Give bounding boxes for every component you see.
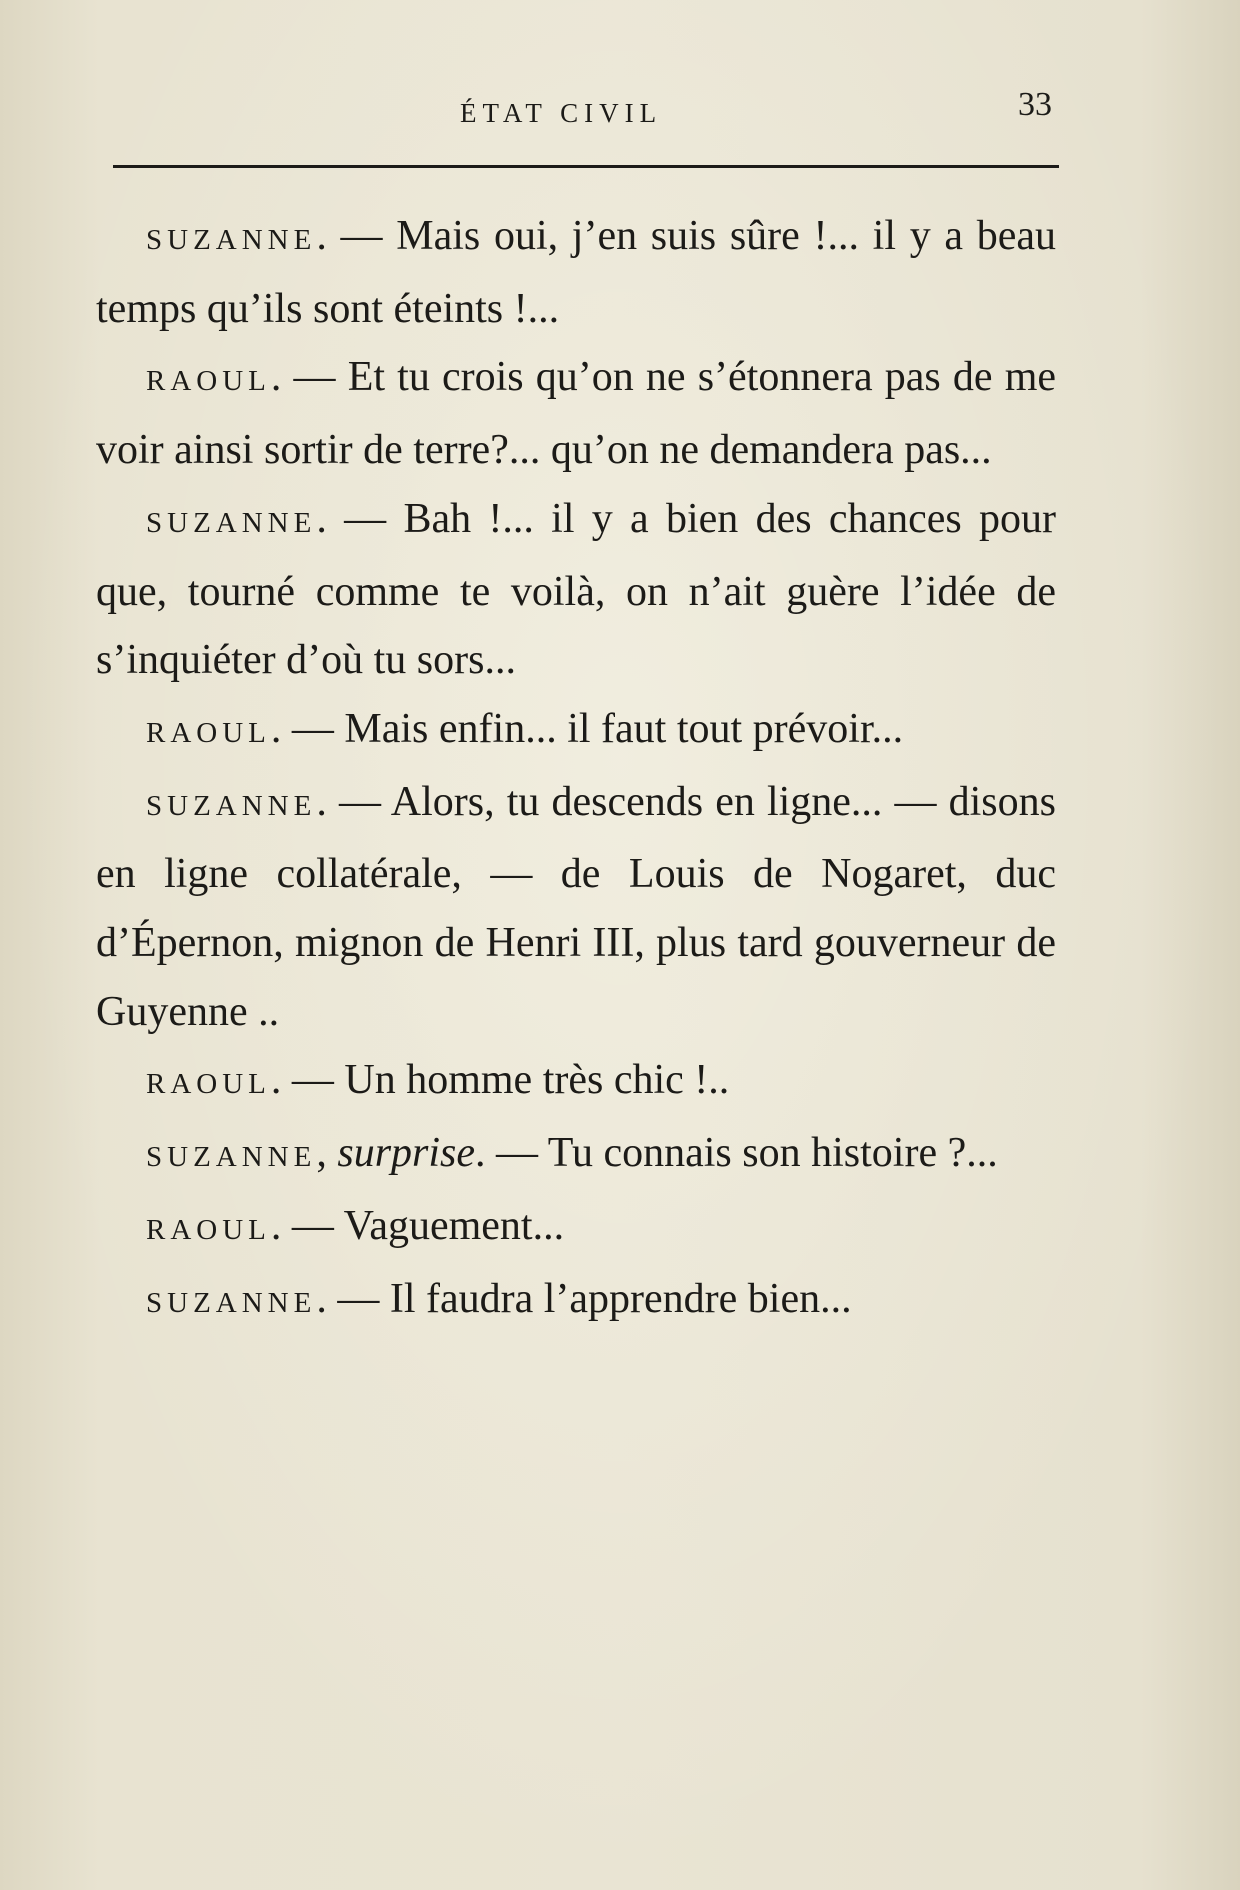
dialogue-text-content: Bah !... il y a bien des chances pour que, tourné comme te voilà, on n’ait guère l’idée de s’inquiéter d’où tu sors... [96, 495, 1057, 684]
dialogue-text-content: Il faudra l’apprendre bien... [389, 1275, 852, 1322]
speaker-name: RAOUL [146, 365, 271, 398]
stage-direction: surprise [337, 1130, 476, 1177]
dialogue-line [96, 343, 1056, 484]
dialogue-line [96, 1265, 1056, 1338]
speaker-name: SUZANNE [146, 224, 317, 256]
dialogue-text-content: Mais oui, j’en suis sûre !... il y a beau temps qu’ils sont éteints !... [96, 213, 1057, 332]
dialogue-line [96, 768, 1056, 1047]
dialogue-separator: . — [270, 1202, 334, 1249]
dialogue-separator: . — [270, 1057, 334, 1104]
dialogue-line [96, 485, 1056, 695]
dialogue-text-content: Un homme très chic !.. [344, 1057, 730, 1104]
dialogue-separator: . — [316, 1275, 380, 1322]
dialogue-separator: . — [270, 705, 334, 752]
dialogue-separator: . — [316, 778, 381, 825]
header-rule [113, 165, 1059, 168]
dialogue-separator: . — [316, 495, 387, 542]
dialogue-text-content: Vaguement... [343, 1202, 565, 1249]
dialogue-line: SUZANNE, surprise. — Tu connais son histoire ?... [146, 1130, 998, 1177]
speaker-name: SUZANNE [146, 506, 317, 539]
dialogue-separator: . — [270, 354, 336, 401]
dialogue-line [96, 1192, 1056, 1265]
dialogue-text-content: Alors, tu descends en ligne... — disons en ligne collatérale, — de Louis de Nogaret, duc d’Épernon, mignon de Henri III, plus tard gouverneur de Guyenne .. [96, 778, 1056, 1035]
speaker-name: SUZANNE [146, 1141, 317, 1174]
dialogue-line [96, 202, 1056, 343]
speaker-name: SUZANNE [146, 789, 317, 822]
dialogue-text-content: Tu connais son histoire ?... [547, 1130, 998, 1177]
page-number: 33 [1018, 86, 1052, 123]
dialogue-line [96, 1046, 1056, 1119]
dialogue-text-content: Mais enfin... il faut tout prévoir... [344, 705, 904, 752]
speaker-name: RAOUL [146, 1068, 271, 1101]
dialogue-separator: . — [475, 1130, 539, 1177]
dialogue-text-content: Et tu crois qu’on ne s’étonnera pas de me voir ainsi sortir de terre?... qu’on ne demandera pas... [96, 354, 1057, 474]
speaker-name: RAOUL [146, 1213, 271, 1246]
dialogue-line [96, 695, 1056, 768]
speaker-name: RAOUL [146, 716, 271, 749]
dialogue-separator: . — [316, 213, 383, 259]
dialogue-text [96, 202, 1056, 1337]
running-head: ÉTAT CIVIL [460, 98, 663, 128]
speaker-name: SUZANNE [146, 1286, 317, 1319]
